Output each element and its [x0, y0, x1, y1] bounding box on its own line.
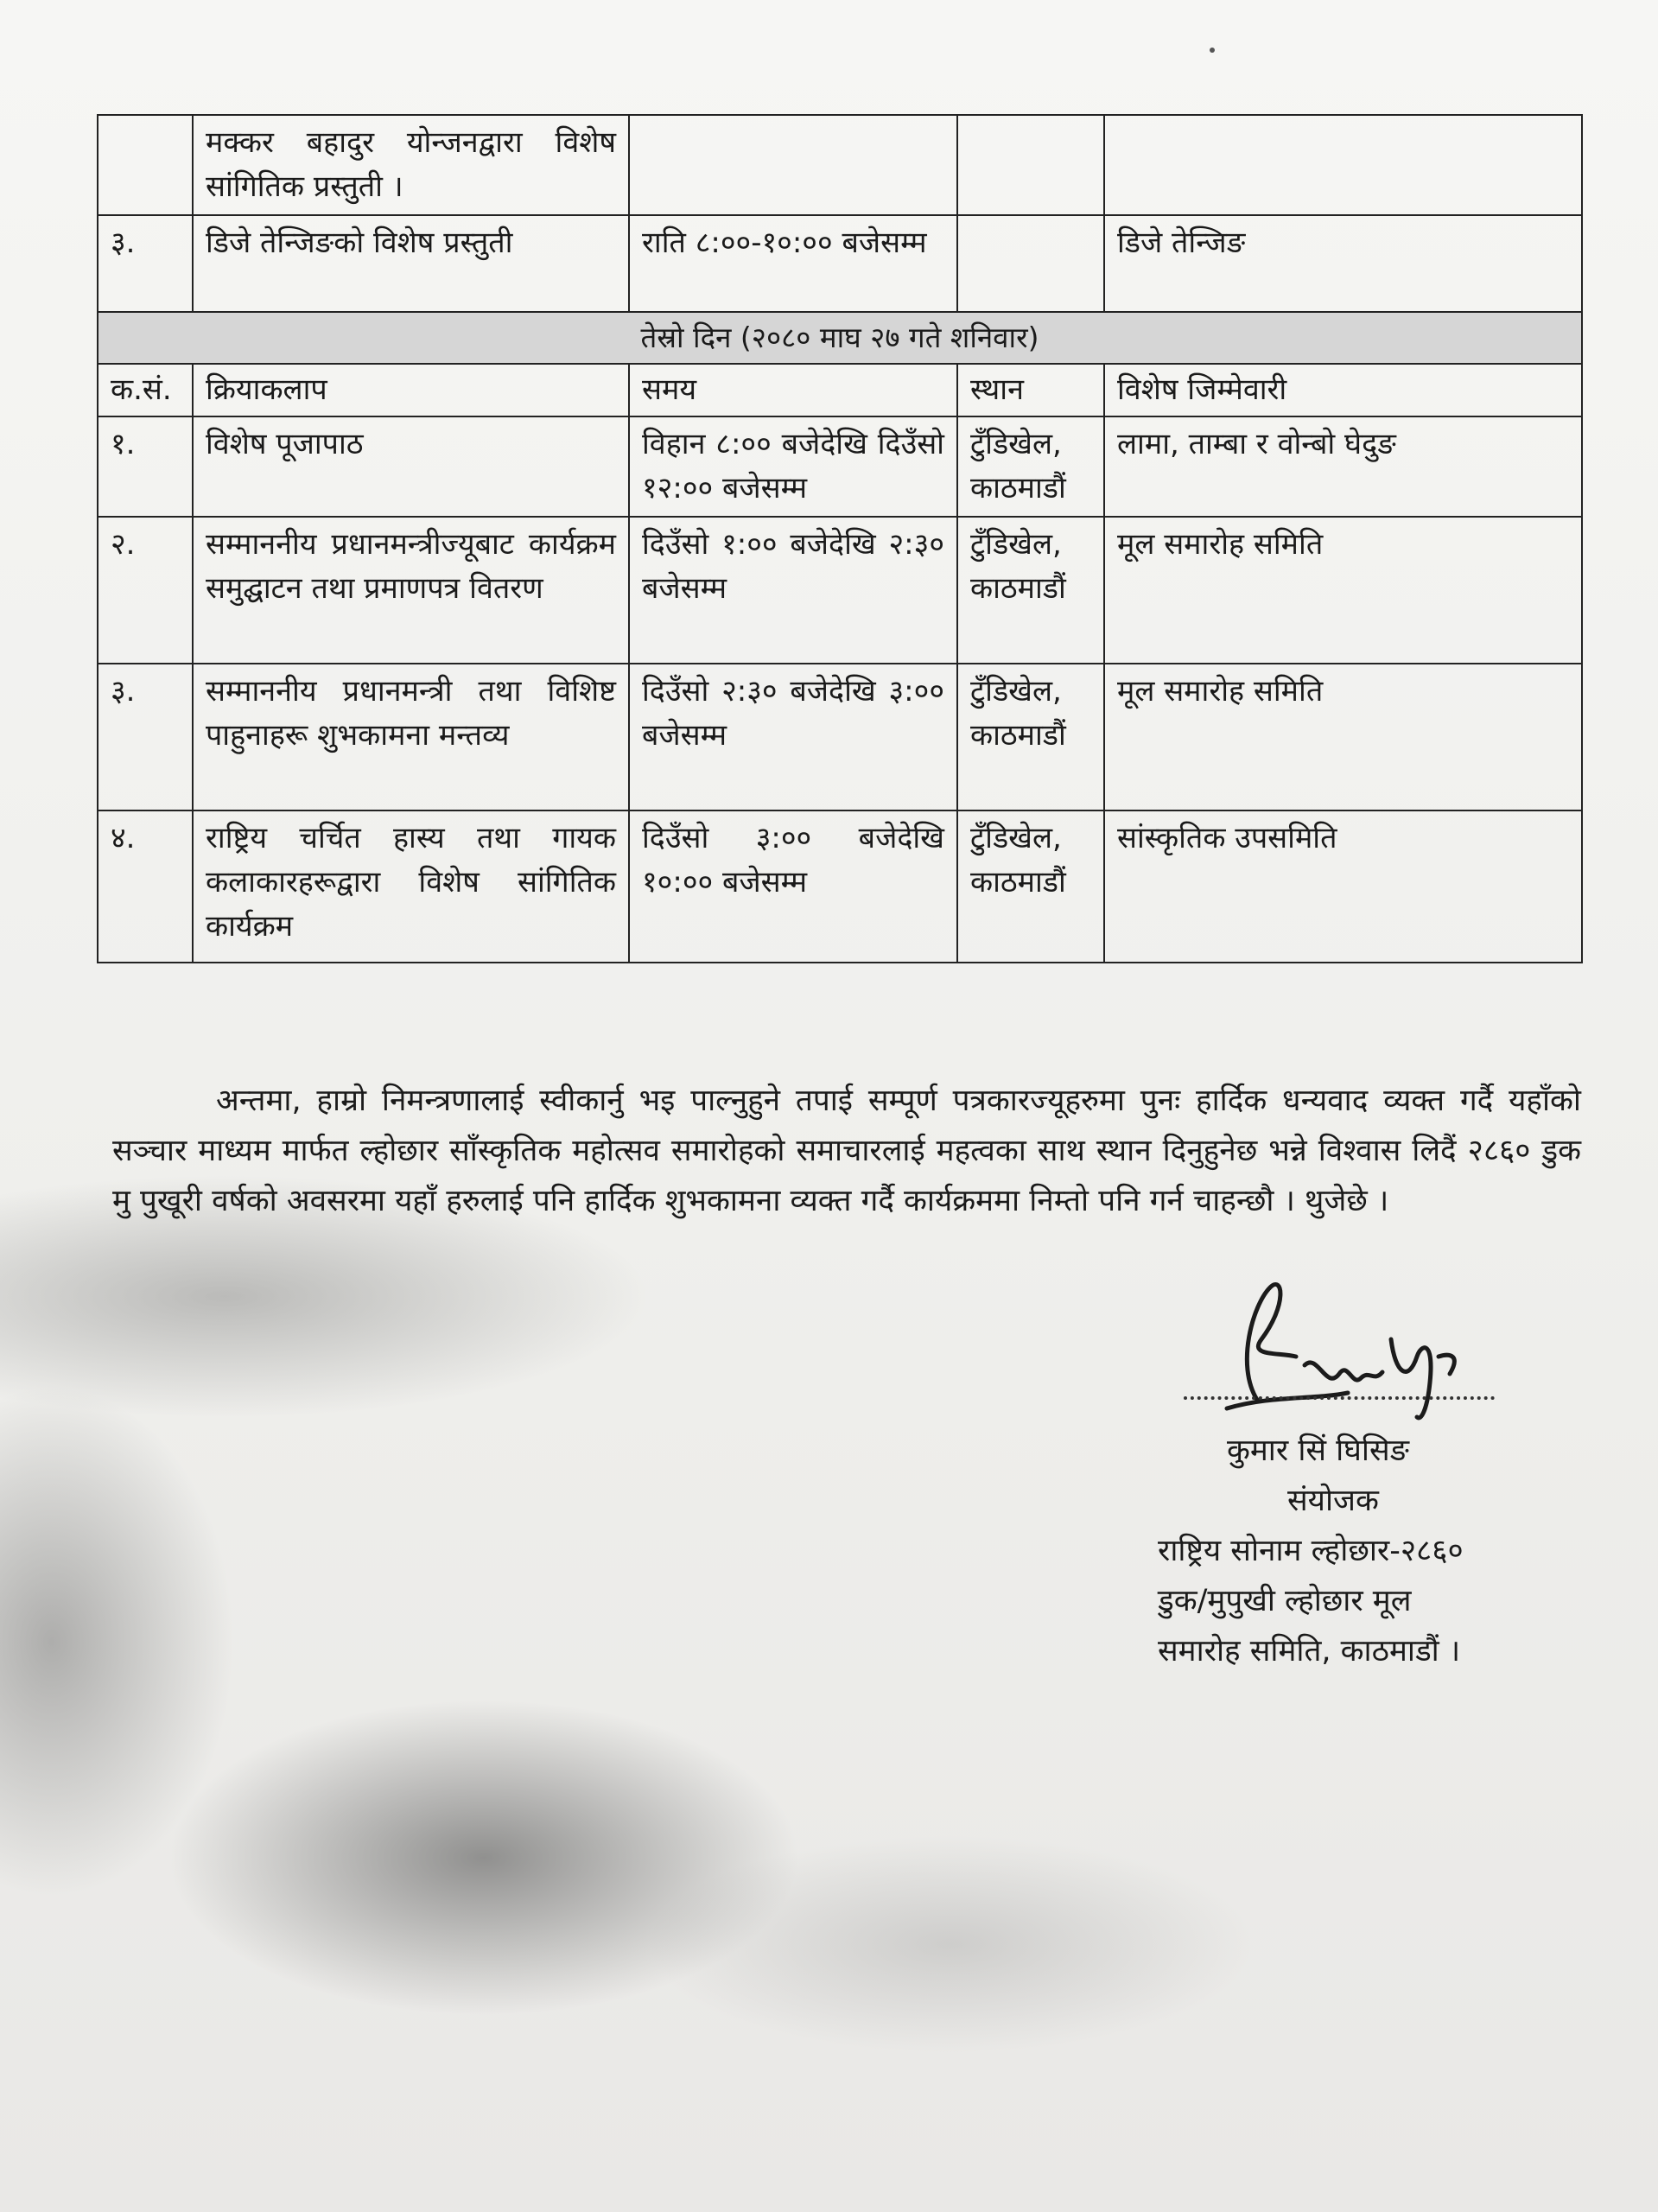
row-time: दिउँसो १:०० बजेदेखि २:३० बजेसम्म	[629, 517, 957, 664]
row-number: ३.	[98, 215, 193, 312]
row-activity: विशेष पूजापाठ	[193, 416, 629, 517]
row-activity: डिजे तेन्जिङको विशेष प्रस्तुती	[193, 215, 629, 312]
table-row	[98, 664, 1582, 810]
speck-mark	[1210, 48, 1215, 53]
signatory-block	[1158, 1426, 1572, 1676]
column-header-row	[98, 364, 1582, 416]
table-row	[98, 517, 1582, 664]
row-place: टुँडिखेल, काठमाडौं	[957, 664, 1104, 810]
row-time: राति ८:००-१०:०० बजेसम्म	[629, 215, 957, 312]
event-schedule-table	[97, 114, 1583, 963]
row-time: दिउँसो ३:०० बजेदेखि १०:०० बजेसम्म	[629, 810, 957, 963]
col-header-time: समय	[629, 364, 957, 416]
row-responsibility: मूल समारोह समिति	[1104, 664, 1582, 810]
signatory-org-line: डुक/मुपुखी ल्होछार मूल	[1158, 1584, 1412, 1618]
table-row	[98, 215, 1582, 312]
row-place: टुँडिखेल, काठमाडौं	[957, 416, 1104, 517]
row-place: टुँडिखेल, काठमाडौं	[957, 517, 1104, 664]
row-responsibility: सांस्कृतिक उपसमिति	[1104, 810, 1582, 963]
row-activity: मक्कर बहादुर योन्जनद्वारा विशेष सांगितिक प्रस्तुती ।	[193, 115, 629, 215]
row-time: दिउँसो २:३० बजेदेखि ३:०० बजेसम्म	[629, 664, 957, 810]
row-responsibility: मूल समारोह समिति	[1104, 517, 1582, 664]
table-row	[98, 115, 1582, 215]
row-time: विहान ८:०० बजेदेखि दिउँसो १२:०० बजेसम्म	[629, 416, 957, 517]
handwritten-signature	[1175, 1270, 1538, 1452]
signatory-org-line: समारोह समिति, काठमाडौं ।	[1158, 1634, 1461, 1669]
row-activity: सम्माननीय प्रधानमन्त्री तथा विशिष्ट पाहुनाहरू शुभकामना मन्तव्य	[193, 664, 629, 810]
row-responsibility	[1104, 115, 1582, 215]
row-place: टुँडिखेल, काठमाडौं	[957, 810, 1104, 963]
signatory-role: संयोजक	[1287, 1484, 1379, 1518]
day-heading: तेस्रो दिन (२०८० माघ २७ गते शनिवार)	[98, 312, 1582, 364]
row-responsibility: लामा, ताम्बा र वोन्बो घेदुङ	[1104, 416, 1582, 517]
closing-paragraph: अन्तमा, हाम्रो निमन्त्रणालाई स्वीकार्नु भइ पाल्नुहुने तपाई सम्पूर्ण पत्रकारज्यूहरुमा पुनः हार्दिक धन्यवाद व्यक्त गर्दै यहाँको सञ्चार माध्यम मार्फत ल्होछार साँस्कृतिक महोत्सव समारोहको समाचारलाई महत्वका साथ स्थान दिनुहुनेछ भन्ने विश्वास लिदैं २८६० डुक मु पुखूरी वर्षको अवसरमा यहाँ हरुलाई पनि हार्दिक शुभकामना व्यक्त गर्दै कार्यक्रममा निम्तो पनि गर्न चाहन्छौ । थुजेछे ।	[112, 1084, 1581, 1218]
row-time	[629, 115, 957, 215]
signatory-org-line: राष्ट्रिय सोनाम ल्होछार-२८६०	[1158, 1534, 1464, 1568]
table-row	[98, 810, 1582, 963]
row-activity: राष्ट्रिय चर्चित हास्य तथा गायक कलाकारहरूद्वारा विशेष सांगितिक कार्यक्रम	[193, 810, 629, 963]
row-activity: सम्माननीय प्रधानमन्त्रीज्यूबाट कार्यक्रम समुद्घाटन तथा प्रमाणपत्र वितरण	[193, 517, 629, 664]
col-header-activity: क्रियाकलाप	[193, 364, 629, 416]
row-number: ३.	[98, 664, 193, 810]
signature-line	[1184, 1393, 1495, 1400]
day-heading-row	[98, 312, 1582, 364]
signatory-name: कुमार सिं घिसिङ	[1227, 1433, 1409, 1468]
col-header-number: क.सं.	[98, 364, 193, 416]
row-place	[957, 215, 1104, 312]
row-responsibility: डिजे तेन्जिङ	[1104, 215, 1582, 312]
row-place	[957, 115, 1104, 215]
col-header-responsibility: विशेष जिम्मेवारी	[1104, 364, 1582, 416]
row-number: ४.	[98, 810, 193, 963]
table-row	[98, 416, 1582, 517]
row-number: १.	[98, 416, 193, 517]
row-number: २.	[98, 517, 193, 664]
col-header-place: स्थान	[957, 364, 1104, 416]
row-number	[98, 115, 193, 215]
